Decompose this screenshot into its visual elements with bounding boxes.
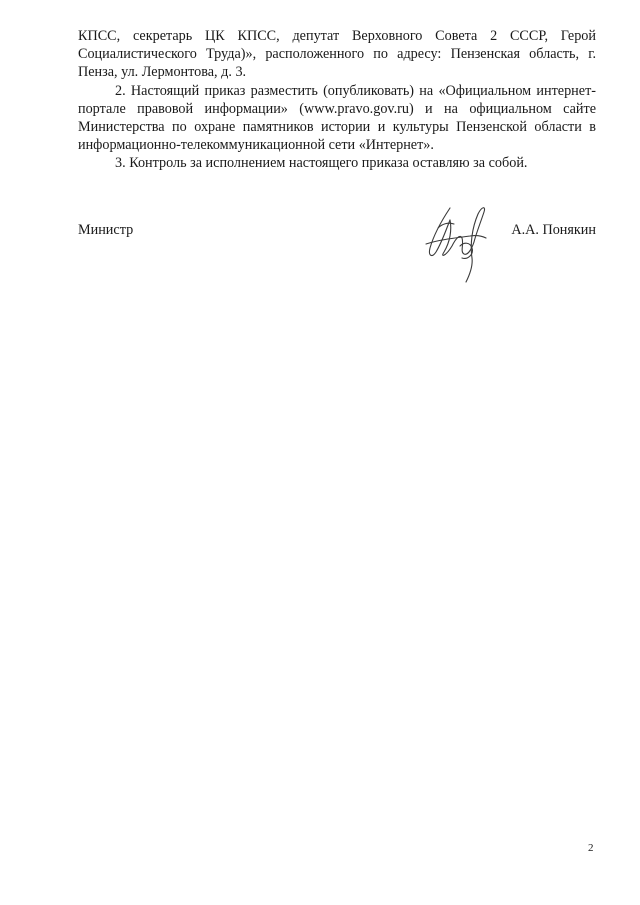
paragraph-continuation: КПСС, секретарь ЦК КПСС, депутат Верховного Совета 2 СССР, Герой Социалистического Труда)», расположенного по адресу: Пензенская область, г. Пенза, ул. Лермонтова, д. 3.: [78, 28, 596, 81]
signatory-name: А.А. Понякин: [511, 222, 596, 238]
paragraph-control-order: 3. Контроль за исполнением настоящего приказа оставляю за собой.: [115, 155, 528, 172]
signatory-title: Министр: [78, 222, 134, 238]
document-body: [78, 27, 596, 173]
page-number: 2: [588, 842, 594, 854]
signature-block: [78, 221, 596, 241]
handwritten-signature: [420, 198, 492, 286]
paragraph-publication-order: 2. Настоящий приказ разместить (опубликовать) на «Официальном интернет-портале правовой информации» (www.pravo.gov.ru) и на официальном сайте Министерства по охране памятников истории и культуры Пензенской области в информационно-телекоммуникационной сети «Интернет».: [78, 82, 596, 154]
